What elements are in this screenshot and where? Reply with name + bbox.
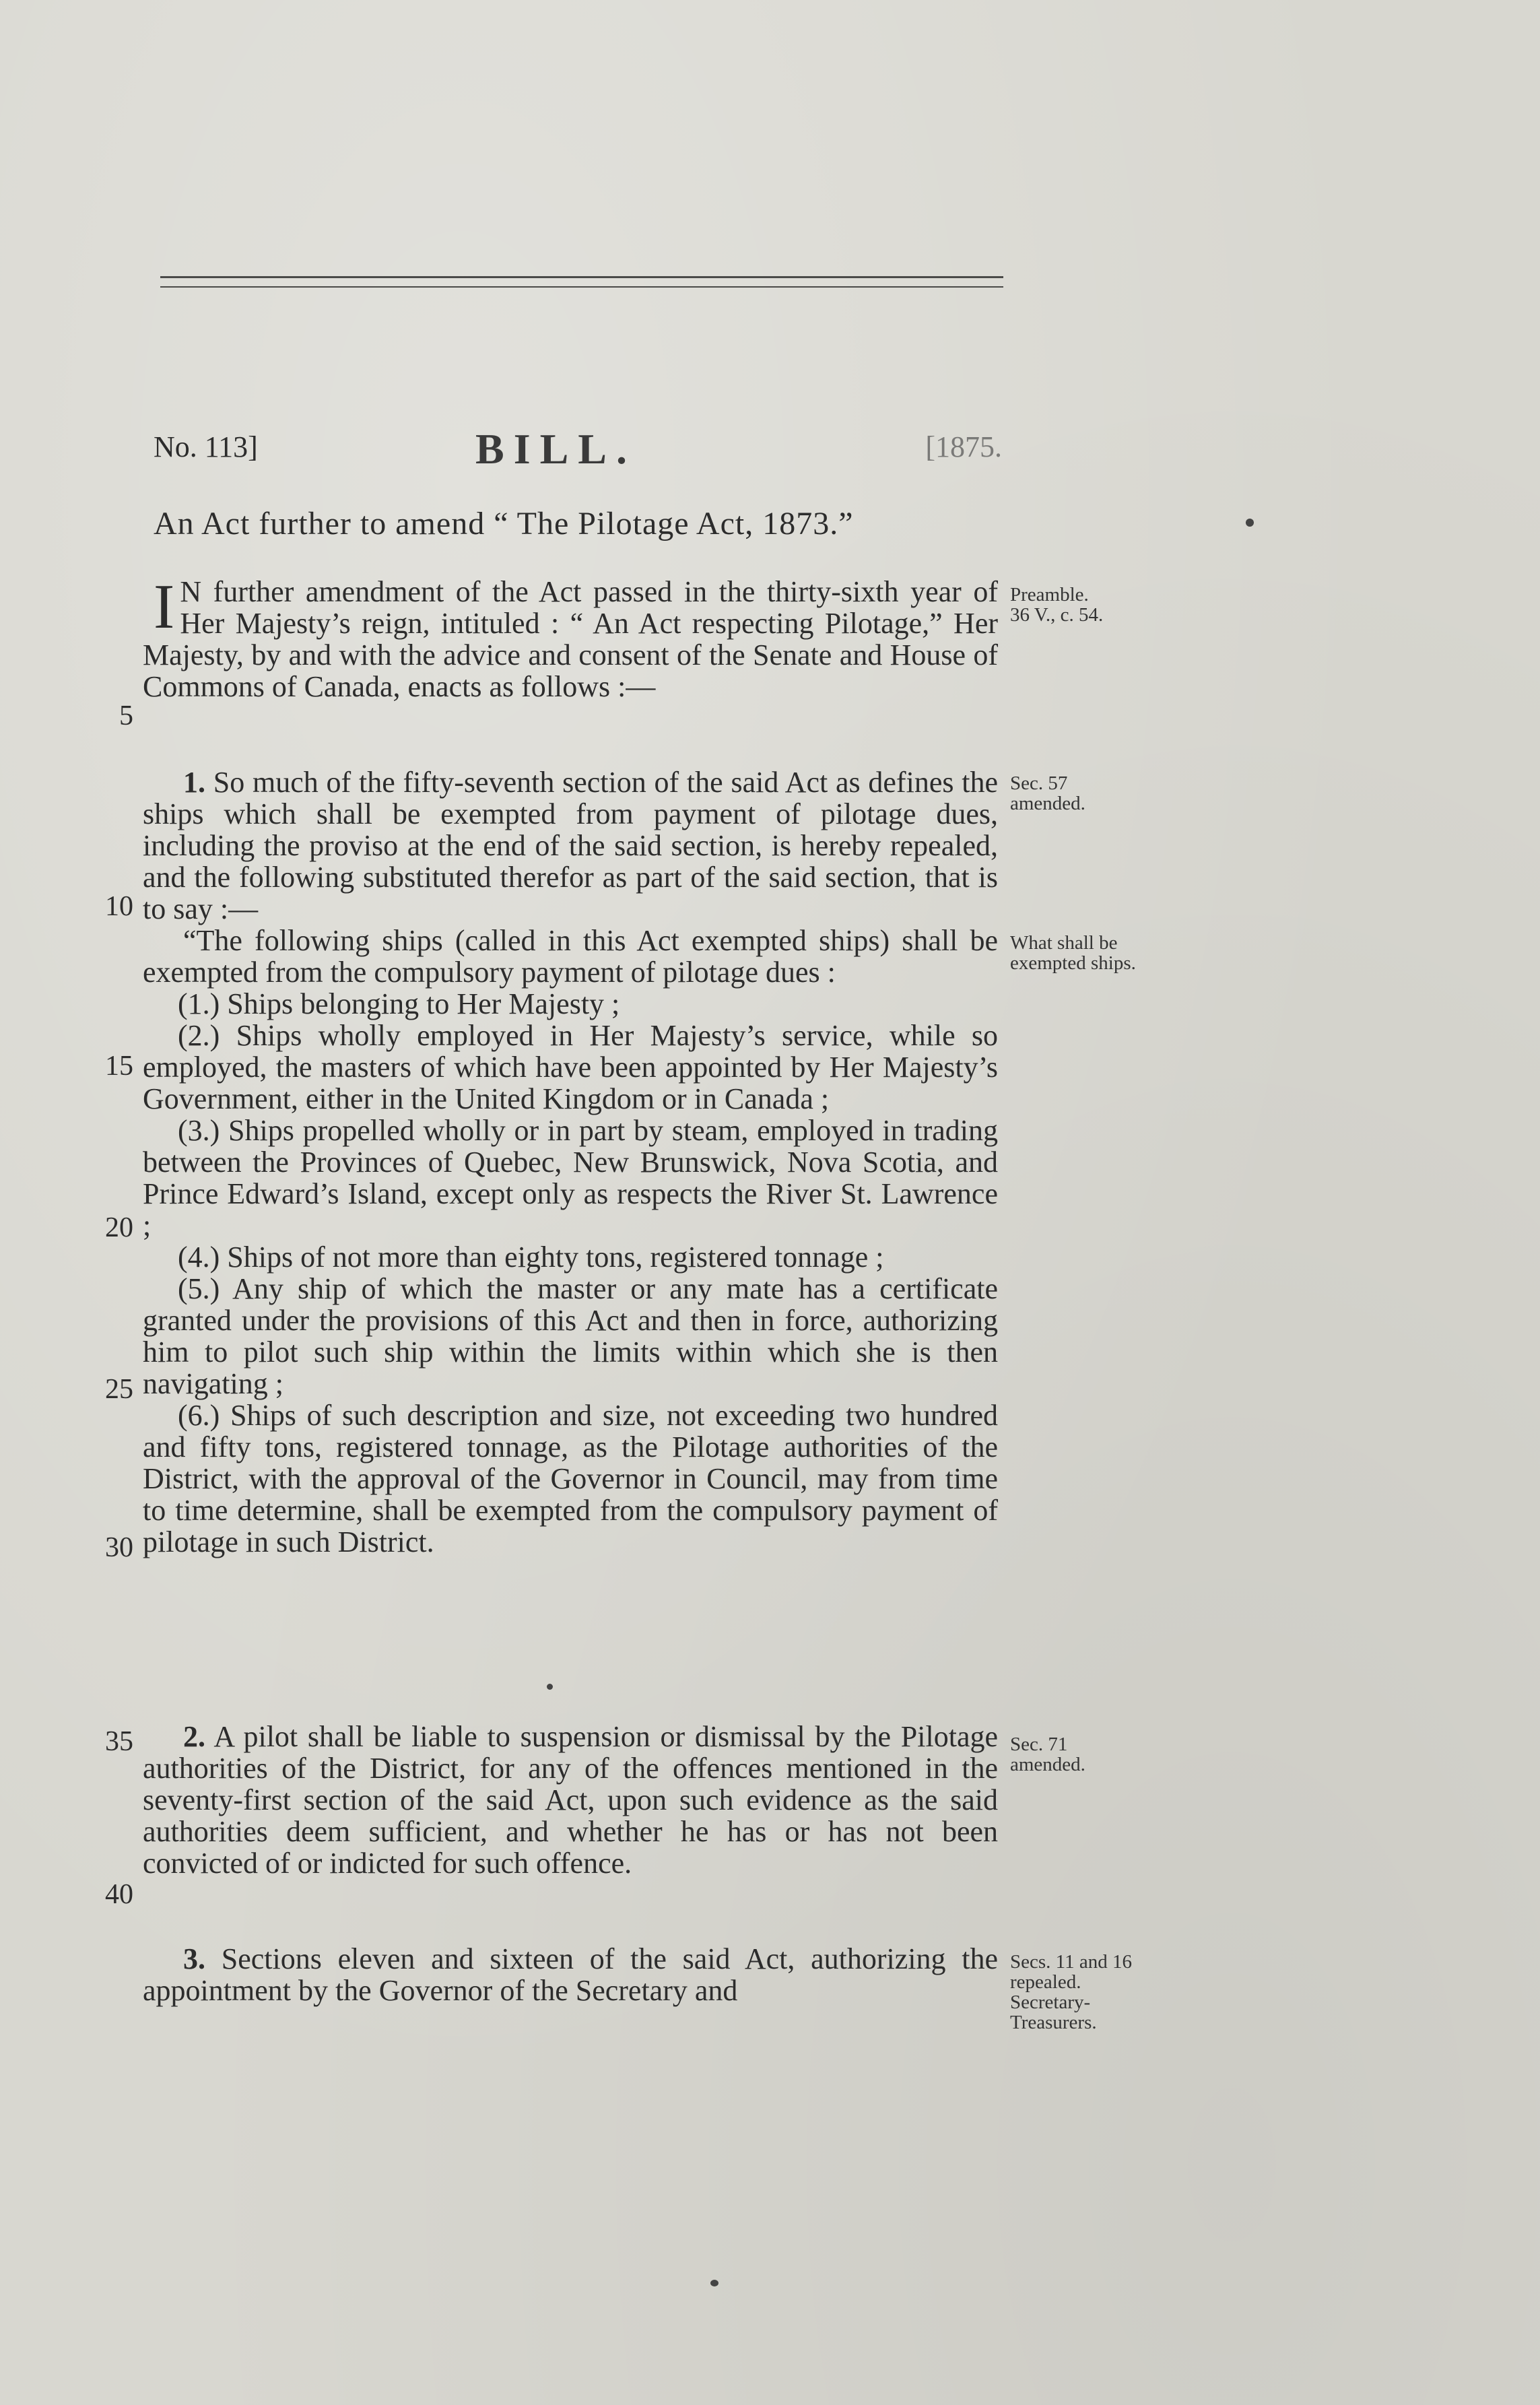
bill-heading: BILL. (475, 425, 636, 473)
ink-speck (1246, 519, 1254, 527)
list-item: (5.) Any ship of which the master or any mate has a certificate granted under the provisions of this Act and then in force, authorizing him to pilot such ship within the limits within which she is then navigating ; (143, 1272, 998, 1400)
act-title: An Act further to amend “ The Pilotage Act, 1873.” (154, 506, 854, 541)
preamble-paragraph (143, 572, 998, 703)
list-item: (3.) Ships propelled wholly or in part by steam, employed in trading between the Provinces of Quebec, New Brunswick, Nova Scotia, and Prince Edward’s Island, except only as respects the River St. Lawrence ; (143, 1114, 998, 1242)
section-2 (143, 1721, 998, 1879)
margin-note-text: 36 V., c. 54. (1010, 604, 1104, 626)
ink-speck (547, 1684, 553, 1690)
line-number: 10 (105, 891, 133, 922)
margin-note-text: Preamble. (1010, 584, 1089, 605)
margin-note-sec71: Sec. 71 amended. (1010, 1734, 1085, 1775)
section-3-text: Sections eleven and sixteen of the said Act, authorizing the appointment by the Governor of the Secretary and (143, 1942, 998, 2007)
section-1-text: So much of the fifty-seventh section of the said Act as defines the ships which shall be exempted from payment of pilotage dues, including the proviso at the end of the said section, is hereby repealed, and the following substituted therefor as part of the said section, that is to say :— (143, 766, 998, 925)
section-3-paragraph (143, 1943, 998, 2006)
line-number: 5 (119, 700, 133, 731)
section-number: 1. (183, 766, 205, 799)
section-1 (143, 766, 998, 1558)
section-2-paragraph (143, 1721, 998, 1879)
section-number: 3. (183, 1942, 205, 1975)
section-number: 2. (183, 1720, 205, 1753)
margin-note-secs11-16: Secs. 11 and 16 repealed. Secretary-Treasurers. (1010, 1951, 1132, 2033)
bill-header (154, 424, 1002, 471)
list-item: (1.) Ships belonging to Her Majesty ; (178, 987, 620, 1020)
section-3 (143, 1943, 998, 2006)
bill-year: [1875. (925, 430, 1002, 463)
line-number: 25 (105, 1374, 133, 1405)
line-number: 30 (105, 1532, 133, 1563)
line-number: 35 (105, 1726, 133, 1757)
header-rule (160, 286, 1003, 288)
margin-note-sec57: Sec. 57 amended. (1010, 772, 1085, 814)
margin-note-exempted: What shall be exempted ships. (1010, 932, 1136, 974)
bill-number: No. 113] (154, 430, 258, 463)
list-item: (2.) Ships wholly employed in Her Majesty’s service, while so employed, the masters of which have been appointed by Her Majesty’s Government, either in the United Kingdom or in Canada ; (143, 1019, 998, 1115)
exempted-ships-intro: “The following ships (called in this Act exempted ships) shall be exempted from the compulsory payment of pilotage dues : (143, 924, 998, 989)
header-rule (160, 276, 1003, 278)
preamble (143, 572, 998, 703)
section-1-paragraph (143, 766, 998, 925)
margin-note-preamble (1010, 585, 1165, 625)
list-item: (4.) Ships of not more than eighty tons, registered tonnage ; (178, 1241, 884, 1274)
preamble-text: N further amendment of the Act passed in the thirty-sixth year of Her Majesty’s reign, intituled : “ An Act respecting Pilotage,” Her Majesty, by and with the advice and consent of the Senate and House of Commons of Canada, enacts as follows :— (143, 575, 998, 703)
line-number: 20 (105, 1212, 133, 1243)
drop-cap: I (154, 572, 175, 642)
line-number: 15 (105, 1051, 133, 1082)
section-2-text: A pilot shall be liable to suspension or dismissal by the Pilotage authorities of the District, for any of the offences mentioned in the seventy-first section of the said Act, upon such evidence as the said authorities deem sufficient, and whether he has or has not been convicted of or indicted for such offence. (143, 1720, 999, 1880)
list-item: (6.) Ships of such description and size, not exceeding two hundred and fifty tons, registered tonnage, as the Pilotage authorities of the District, with the approval of the Governor in Council, may from time to time determine, shall be exempted from the compulsory payment of pilotage in such District. (143, 1399, 998, 1558)
line-number: 40 (105, 1879, 133, 1910)
ink-speck (710, 2280, 718, 2286)
